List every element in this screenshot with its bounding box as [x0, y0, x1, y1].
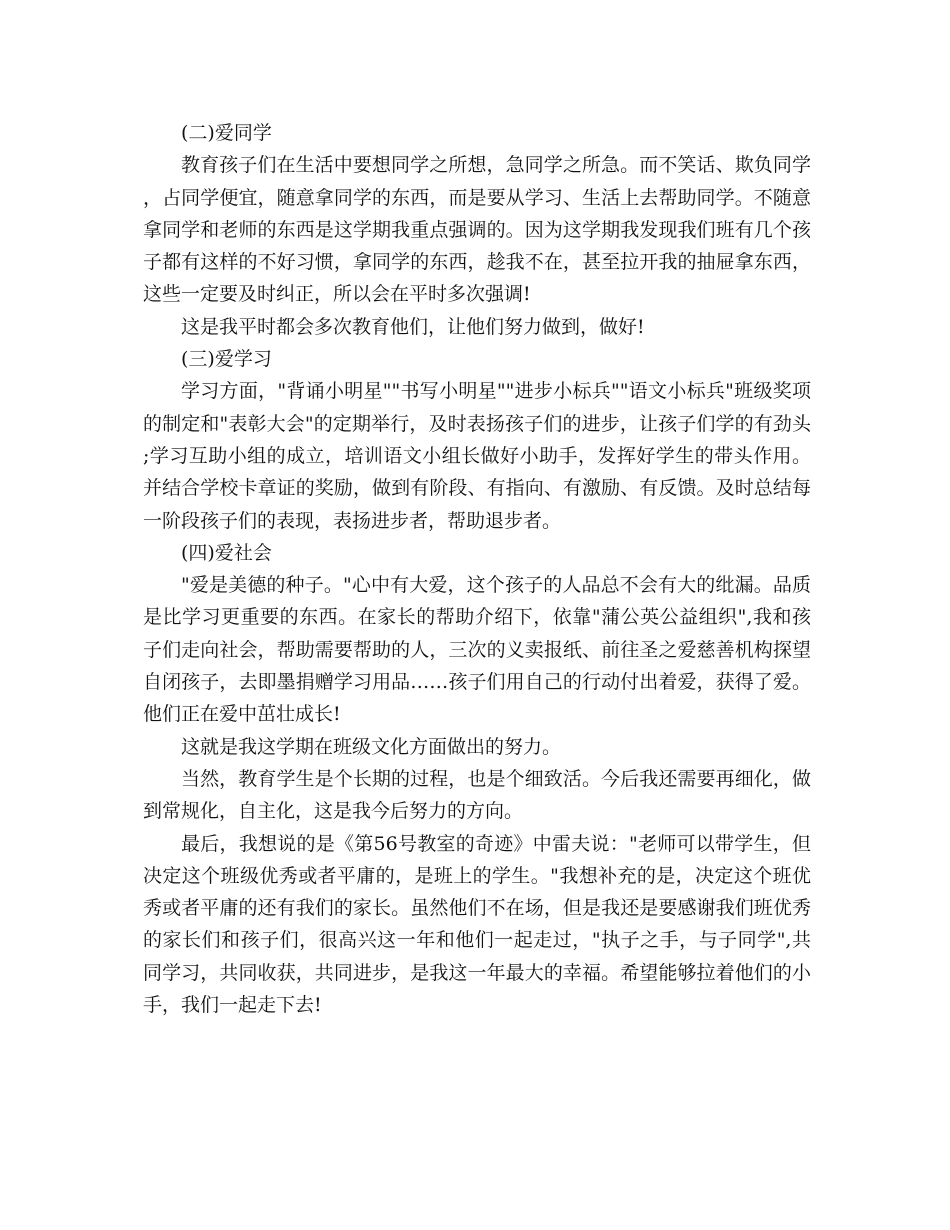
section-heading-love-learning: (三)爱学习 [181, 348, 272, 371]
document-body [143, 117, 811, 1021]
paragraph-closing: 最后，我想说的是《第56号教室的奇迹》中雷夫说："老师可以带学生，但决定这个班级优秀或者平庸的，是班上的学生。"我想补充的是，决定这个班优秀或者平庸的还有我们的家长。虽然他们不在场，但是我还是要感谢我们班优秀的家长们和孩子们，很高兴这一年和他们一起走过，"执子之手，与子同学",共同学习，共同收获，共同进步，是我这一年最大的幸福。希望能够拉着他们的小手，我们一起走下去! [143, 832, 811, 1017]
section-heading-love-society: (四)爱社会 [181, 541, 272, 564]
paragraph-efforts-summary: 这就是我这学期在班级文化方面做出的努力。 [181, 735, 562, 758]
section-heading-love-classmates: (二)爱同学 [181, 122, 272, 144]
paragraph-love-society: "爱是美德的种子。"心中有大爱，这个孩子的人品总不会有大的纰漏。品质是比学习更重要的东西。在家长的帮助介绍下，依靠"蒲公英公益组织",我和孩子们走向社会，帮助需要帮助的人，三次的义卖报纸、前往圣之爱慈善机构探望自闭孩子，去即墨捐赠学习用品……孩子们用自己的行动付出着爱，获得了爱。他们正在爱中茁壮成长! [143, 574, 811, 726]
paragraph-love-learning: 学习方面，"背诵小明星""书写小明星""进步小标兵""语文小标兵"班级奖项的制定和"表彰大会"的定期举行，及时表扬孩子们的进步，让孩子们学的有劲头;学习互助小组的成立，培训语文小组长做好小助手，发挥好学生的带头作用。并结合学校卡章证的奖励，做到有阶段、有指向、有激励、有反馈。及时总结每一阶段孩子们的表现，表扬进步者，帮助退步者。 [143, 380, 811, 532]
paragraph-education-reminder: 这是我平时都会多次教育他们，让他们努力做到，做好! [181, 315, 645, 338]
paragraph-future-direction: 当然，教育学生是个长期的过程，也是个细致活。今后我还需要再细化，做到常规化，自主化，这是我今后努力的方向。 [143, 767, 811, 823]
paragraph-love-classmates: 教育孩子们在生活中要想同学之所想，急同学之所急。而不笑话、欺负同学，占同学便宜，随意拿同学的东西，而是要从学习、生活上去帮助同学。不随意拿同学和老师的东西是这学期我重点强调的。因为这学期我发现我们班有几个孩子都有这样的不好习惯，拿同学的东西，趁我不在，甚至拉开我的抽屉拿东西，这些一定要及时纠正，所以会在平时多次强调! [143, 154, 811, 306]
